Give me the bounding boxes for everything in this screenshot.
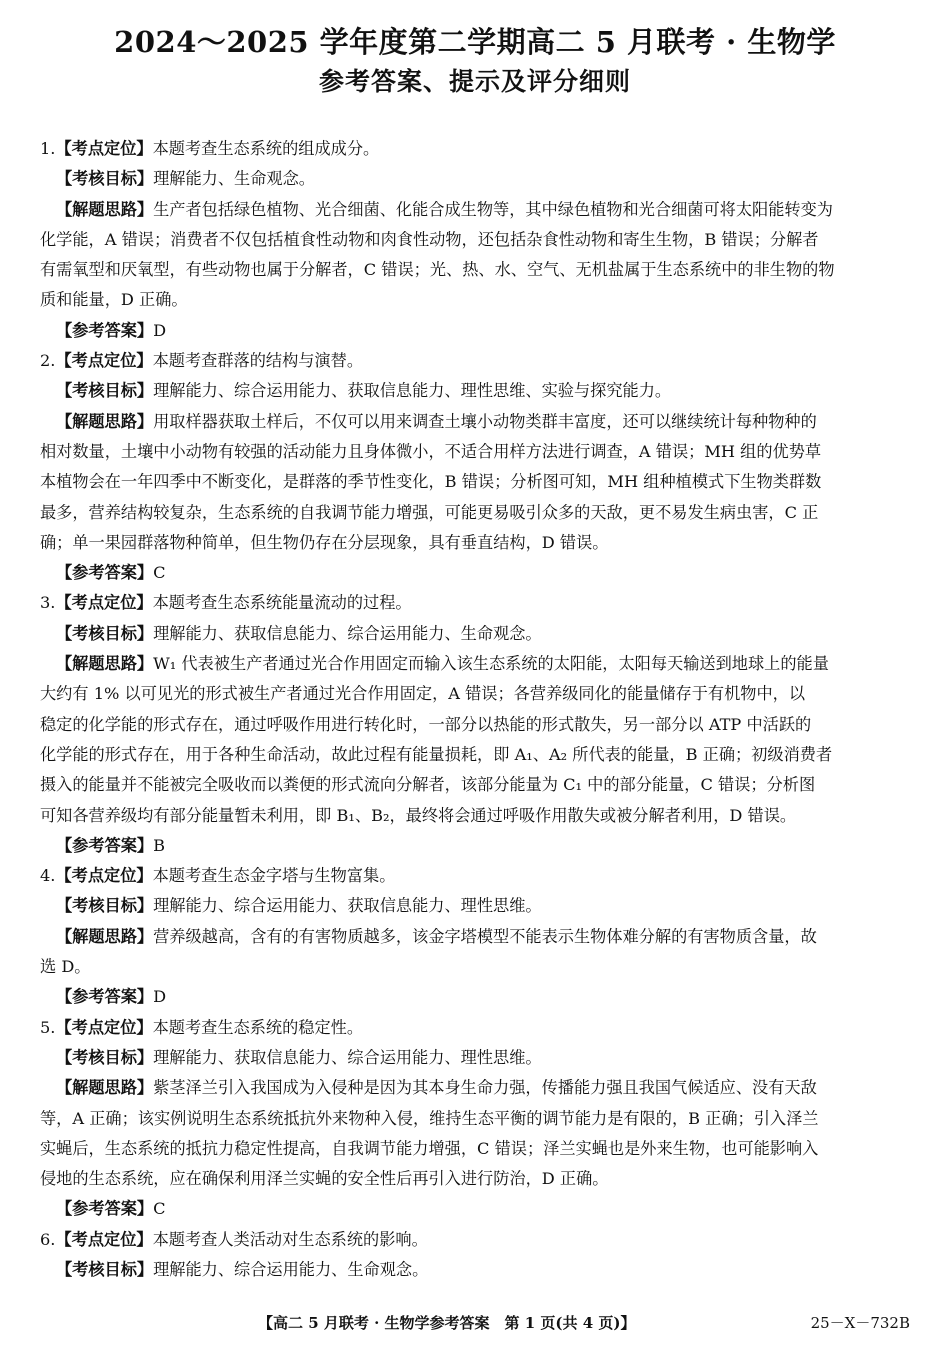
point-text: 本题考查群落的结构与演替。 [152,351,364,371]
question-goal-line [40,376,912,406]
question-number: 1. [40,139,56,158]
question-number: 5. [40,1017,56,1037]
question-answer-line [40,316,912,346]
idea-text: 确；单一果园群落物种简单，但生物仍存在分层现象，具有垂直结构，D 错误。 [40,532,609,552]
idea-text: 稳定的化学能的形式存在，通过呼吸作用进行转化时，一部分以热能的形式散失，另一部分以 ATP 中活跃的 [40,714,812,734]
goal-text: 理解能力、综合运用能力、获取信息能力、理性思维。 [153,896,542,916]
idea-text: 营养级越高，含有的有害物质越多，该金字塔模型不能表示生物体难分解的有害物质含量，故 [153,926,817,946]
point-tag: 【考点定位】 [55,351,153,371]
goal-tag: 【考核目标】 [56,381,154,401]
page-subtitle: 参考答案、提示及评分细则 [318,67,631,96]
idea-text: 质和能量，D 正确。 [40,290,188,310]
question-idea-line [40,1134,912,1164]
question-answer-line [40,831,912,861]
idea-text: 选 D。 [40,957,91,977]
footer-code: 25－X－732B [810,1314,910,1332]
question-point-line [40,1225,912,1255]
goal-text: 理解能力、获取信息能力、综合运用能力、生命观念。 [153,623,542,643]
question-idea-line [40,710,912,740]
page-title: 2024～2025 学年度第二学期高二 5 月联考 · 生物学 [114,25,836,59]
point-tag: 【考点定位】 [55,866,153,886]
idea-tag: 【解题思路】 [56,411,154,431]
idea-text: 本植物会在一年四季中不断变化，是群落的季节性变化，B 错误；分析图可知，MH 组种植模式下生物类群数 [40,472,822,492]
idea-tag: 【解题思路】 [56,926,154,946]
question-idea-line [40,1104,912,1134]
idea-text: 生产者包括绿色植物、光合细菌、化能合成生物等，其中绿色植物和光合细菌可将太阳能转变为 [153,199,833,219]
idea-tag: 【解题思路】 [56,1078,154,1098]
question-goal-line [40,164,912,194]
point-text: 本题考查生态系统能量流动的过程。 [152,593,412,613]
answer-tag: 【参考答案】 [56,1199,154,1219]
question-goal-line [40,619,912,649]
question-idea-line [40,195,912,225]
page-footer [0,1312,950,1336]
idea-text: W₁ 代表被生产者通过光合作用固定而输入该生态系统的太阳能，太阳每天输送到地球上的能量 [153,654,829,674]
idea-text: 化学能的形式存在，用于各种生命活动，故此过程有能量损耗，即 A₁、A₂ 所代表的能量，B 正确；初级消费者 [40,744,833,764]
question-idea-line [40,1073,912,1103]
idea-text: 可知各营养级均有部分能量暂未利用，即 B₁、B₂，最终将会通过呼吸作用散失或被分解者利用，D 错误。 [40,805,797,825]
question-goal-line [40,891,912,921]
goal-tag: 【考核目标】 [56,623,154,643]
answer-text: C [153,1199,166,1219]
idea-text: 用取样器获取土样后，不仅可以用来调查土壤小动物类群丰富度，还可以继续统计每种物种的 [153,411,817,431]
question-point-line [40,1013,912,1043]
answer-tag: 【参考答案】 [56,987,154,1007]
question-idea-line [40,740,912,770]
question-idea-line [40,498,912,528]
question-answer-line [40,558,912,588]
question-idea-line [40,528,912,558]
answer-text: B [153,835,166,855]
question-point-line [40,861,912,891]
idea-text: 大约有 1% 以可见光的形式被生产者通过光合作用固定，A 错误；各营养级同化的能量储存于有机物中，以 [40,684,806,704]
point-text: 本题考查生态系统的稳定性。 [152,1017,364,1037]
answer-text: D [153,320,167,340]
idea-text: 实蝇后，生态系统的抵抗力稳定性提高，自我调节能力增强，C 错误；泽兰实蝇也是外来生物，也可能影响入 [40,1138,819,1158]
question-number: 3. [40,593,56,613]
question-goal-line [40,1255,912,1285]
answer-list [40,134,912,1285]
question-answer-line [40,1194,912,1224]
footer-page-label: 【高二 5 月联考 · 生物学参考答案 第 1 页(共 4 页)】 [258,1314,636,1332]
point-tag: 【考点定位】 [55,1229,153,1249]
answer-text: D [153,987,167,1007]
question-number: 6. [40,1229,56,1249]
question-point-line [40,588,912,618]
question-idea-line [40,649,912,679]
point-text: 本题考查人类活动对生态系统的影响。 [152,1229,428,1249]
question-idea-line [40,285,912,315]
goal-tag: 【考核目标】 [56,896,154,916]
question-goal-line [40,1043,912,1073]
point-text: 本题考查生态金字塔与生物富集。 [152,866,396,886]
question-point-line [40,346,912,376]
idea-text: 紫茎泽兰引入我国成为入侵种是因为其本身生命力强，传播能力强且我国气候适应、没有天敌 [153,1078,817,1098]
idea-text: 等，A 正确；该实例说明生态系统抵抗外来物种入侵，维持生态平衡的调节能力是有限的，B 正确；引入泽兰 [40,1108,819,1128]
answer-text: C [153,563,166,583]
idea-tag: 【解题思路】 [56,199,154,219]
answer-tag: 【参考答案】 [56,835,154,855]
goal-text: 理解能力、综合运用能力、获取信息能力、理性思维、实验与探究能力。 [153,381,672,401]
goal-text: 理解能力、获取信息能力、综合运用能力、理性思维。 [153,1047,542,1067]
question-number: 2. [40,351,56,371]
question-idea-line [40,679,912,709]
goal-text: 理解能力、生命观念。 [153,169,315,189]
question-idea-line [40,801,912,831]
answer-tag: 【参考答案】 [56,563,154,583]
point-tag: 【考点定位】 [55,139,153,158]
goal-tag: 【考核目标】 [56,1259,154,1279]
question-number: 4. [40,866,56,886]
question-idea-line [40,225,912,255]
idea-text: 相对数量，土壤中小动物有较强的活动能力且身体微小，不适合用样方法进行调查，A 错误；MH 组的优势草 [40,441,822,461]
idea-text: 摄入的能量并不能被完全吸收而以粪便的形式流向分解者，该部分能量为 C₁ 中的部分能量，C 错误；分析图 [40,775,816,795]
question-answer-line [40,982,912,1012]
goal-tag: 【考核目标】 [56,1047,154,1067]
question-idea-line [40,770,912,800]
question-idea-line [40,467,912,497]
idea-text: 侵地的生态系统，应在确保利用泽兰实蝇的安全性后再引入进行防治，D 正确。 [40,1169,609,1189]
question-idea-line [40,255,912,285]
idea-text: 化学能，A 错误；消费者不仅包括植食性动物和肉食性动物，还包括杂食性动物和寄生生物，B 错误；分解者 [40,229,819,249]
question-idea-line [40,922,912,952]
goal-tag: 【考核目标】 [56,169,154,189]
question-idea-line [40,952,912,982]
question-idea-line [40,1164,912,1194]
point-tag: 【考点定位】 [55,1017,153,1037]
question-point-line [40,134,912,164]
goal-text: 理解能力、综合运用能力、生命观念。 [153,1259,429,1279]
point-text: 本题考查生态系统的组成成分。 [152,139,380,158]
idea-text: 最多，营养结构较复杂，生态系统的自我调节能力增强，可能更易吸引众多的天敌，更不易发生病虫害，C 正 [40,502,819,522]
question-idea-line [40,407,912,437]
idea-tag: 【解题思路】 [56,654,154,674]
answer-tag: 【参考答案】 [56,320,154,340]
idea-text: 有需氧型和厌氧型，有些动物也属于分解者，C 错误；光、热、水、空气、无机盐属于生态系统中的非生物的物 [40,260,835,280]
point-tag: 【考点定位】 [55,593,153,613]
question-idea-line [40,437,912,467]
